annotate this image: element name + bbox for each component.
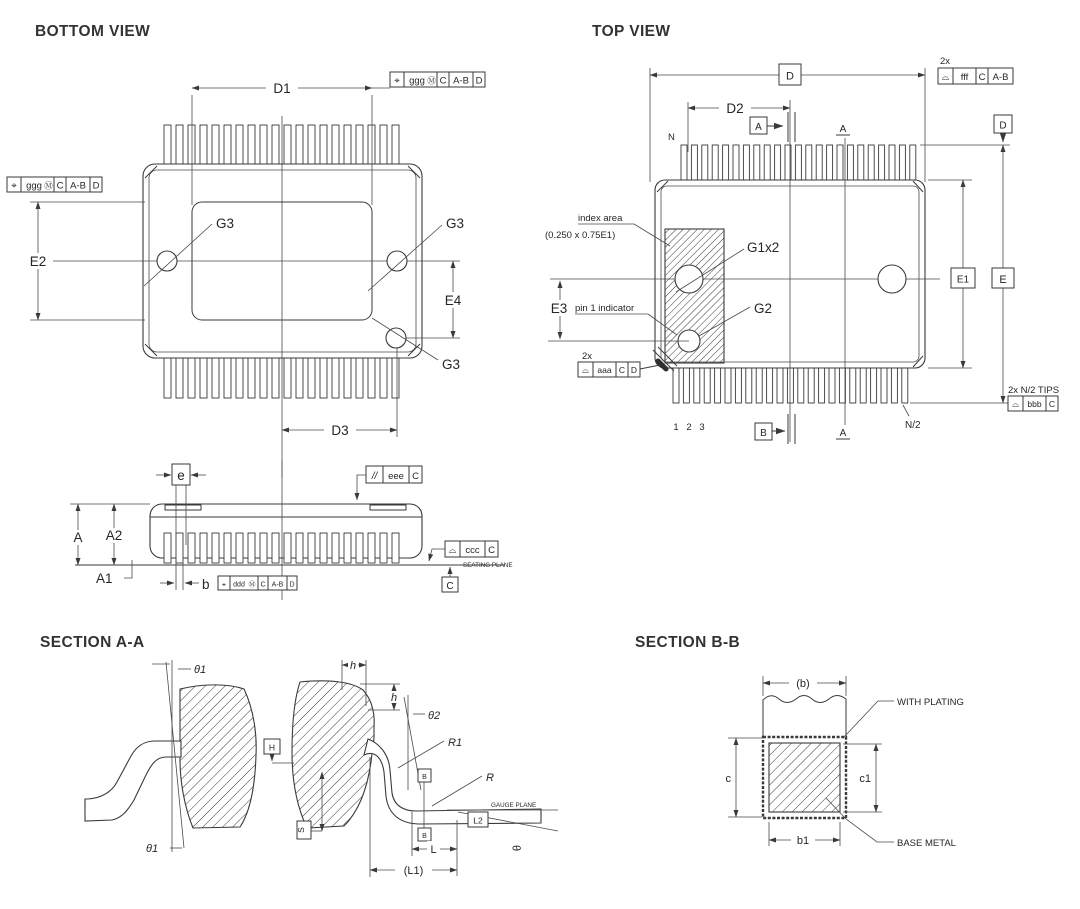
pin <box>236 533 243 563</box>
g3-label-bottom: G3 <box>442 357 461 372</box>
l2-label: L2 <box>473 815 483 826</box>
pin <box>272 533 279 563</box>
datum-b-small-top <box>418 769 431 782</box>
aaa-tolerance: aaa <box>597 365 612 375</box>
top-view <box>545 56 1059 444</box>
ggg-datum2: A-B <box>453 75 469 87</box>
position-icon: ⌖ <box>394 75 400 87</box>
pin <box>284 357 291 398</box>
ggg-datum2: A-B <box>70 180 86 192</box>
pin <box>320 533 327 563</box>
h-label: h <box>349 660 357 672</box>
pin <box>860 367 866 403</box>
pin <box>702 145 708 181</box>
pin <box>756 367 762 403</box>
pin <box>308 125 315 165</box>
profile-icon: ⌓ <box>448 545 457 556</box>
d2-label: D2 <box>726 101 744 116</box>
l-label: L <box>430 844 437 856</box>
pin <box>392 533 399 563</box>
pin <box>212 125 219 165</box>
mmc-icon: Ⓜ <box>427 76 436 87</box>
e3-label: E3 <box>550 301 568 316</box>
bottom-view-title: BOTTOM VIEW <box>35 23 151 40</box>
pin <box>344 125 351 165</box>
datum-c-label: C <box>446 581 454 592</box>
dim-b1 <box>769 822 840 847</box>
pin <box>332 125 339 165</box>
profile-icon: ⌓ <box>1012 400 1019 410</box>
ddd-datum1: C <box>260 581 266 589</box>
pin <box>767 367 773 403</box>
datum-b-box <box>755 414 795 444</box>
lead-cross-section-right <box>364 739 541 824</box>
eee-tolerance: eee <box>388 471 404 482</box>
lead-cross-section-left <box>85 741 181 821</box>
gauge-plane-label: GAUGE PLANE <box>491 802 537 809</box>
r-label: R <box>486 772 494 784</box>
pin <box>332 533 339 563</box>
pin <box>764 145 770 181</box>
pin <box>816 145 822 181</box>
fcf-profile-aaa <box>578 362 660 377</box>
datum-s-label: S <box>296 827 306 833</box>
position-icon: ⌖ <box>222 580 226 589</box>
pin <box>704 367 710 403</box>
b-paren-label: (b) <box>796 678 810 690</box>
pin <box>858 145 864 181</box>
theta1-bottom-label: θ1 <box>146 843 159 855</box>
pin <box>248 533 255 563</box>
aaa-qty-label: 2x <box>582 351 593 362</box>
top-view-top-pin-row <box>681 145 916 181</box>
fff-tolerance: fff <box>960 72 969 83</box>
pin <box>723 145 729 181</box>
bottom-view-top-pin-row <box>164 125 399 165</box>
section-a-bottom-label: A <box>839 428 847 439</box>
pin <box>735 367 741 403</box>
bottom-view-bottom-pin-row <box>164 357 399 398</box>
section-bb <box>726 675 964 849</box>
ddd-datum2: A-B <box>271 581 284 589</box>
pin <box>795 145 801 181</box>
pin <box>248 125 255 165</box>
theta2-label: θ2 <box>428 710 441 722</box>
pin <box>296 125 303 165</box>
pin <box>296 533 303 563</box>
pin <box>798 367 804 403</box>
ddd-datum3: D <box>289 581 295 589</box>
base-metal-label: BASE METAL <box>897 838 956 849</box>
dim-b-paren <box>763 675 846 696</box>
fcf-position-ddd <box>218 576 297 590</box>
fcf-position-ggg-left <box>7 177 102 192</box>
theta1-top-label: θ1 <box>194 664 207 676</box>
datum-b-label: B <box>760 428 767 439</box>
pin <box>320 357 327 398</box>
pin <box>777 367 783 403</box>
pin <box>188 357 195 398</box>
c1-label: c1 <box>859 773 871 785</box>
pin <box>272 125 279 165</box>
pin <box>681 145 687 181</box>
datum-d-box <box>994 115 1012 142</box>
mmc-icon: Ⓜ <box>248 580 256 589</box>
fcf-position-ggg-top <box>390 72 485 87</box>
fcf-profile-ccc <box>429 541 498 561</box>
datum-a-label: A <box>755 122 762 133</box>
d-label: D <box>786 70 794 83</box>
lead-upper-break <box>763 696 846 738</box>
pin <box>819 367 825 403</box>
index-hole-upper <box>675 265 703 293</box>
pin-number-3: 3 <box>699 422 705 433</box>
position-icon: ⌖ <box>11 180 17 192</box>
pin <box>827 145 833 181</box>
pin <box>188 533 195 563</box>
pin <box>691 145 697 181</box>
fff-qty-label: 2x <box>940 56 951 67</box>
top-view-bottom-pin-row <box>673 367 908 403</box>
pin <box>712 145 718 181</box>
r1-label: R1 <box>448 737 463 749</box>
b-label: b <box>202 577 210 592</box>
ccc-datum1: C <box>488 545 495 556</box>
pin-number-2: 2 <box>686 422 692 433</box>
a2-label: A2 <box>105 528 123 543</box>
theta-label: θ <box>509 843 523 853</box>
pin <box>224 125 231 165</box>
pin <box>775 145 781 181</box>
d3-label: D3 <box>331 423 349 438</box>
ggg-datum1: C <box>56 180 64 192</box>
mmc-icon: Ⓜ <box>44 181 53 192</box>
pin <box>733 145 739 181</box>
a-label: A <box>73 530 83 545</box>
index-area-size-note: (0.250 x 0.75E1) <box>545 230 616 241</box>
e1-label: E1 <box>956 274 970 286</box>
e-pitch-label: e <box>177 468 185 483</box>
pin <box>910 145 916 181</box>
pin1-indicator-note: pin 1 indicator <box>575 303 635 314</box>
pin <box>694 367 700 403</box>
pin <box>683 367 689 403</box>
pin <box>236 125 243 165</box>
pin <box>899 145 905 181</box>
pin <box>296 357 303 398</box>
profile-icon: ⌓ <box>941 72 950 83</box>
aaa-datum2: D <box>630 365 638 375</box>
pin <box>891 367 897 403</box>
pin <box>320 125 327 165</box>
pin <box>164 125 171 165</box>
dim-e1 <box>928 180 975 368</box>
ddd-tolerance: ddd <box>233 581 245 589</box>
n2-label: N/2 <box>905 420 921 431</box>
aaa-datum1: C <box>618 365 626 375</box>
c-label: c <box>725 773 731 785</box>
pin <box>356 125 363 165</box>
pin <box>164 357 171 398</box>
fff-datum1: C <box>978 72 986 83</box>
pin <box>847 145 853 181</box>
g3-label-left: G3 <box>216 216 235 231</box>
parallelism-icon: // <box>371 471 378 482</box>
datum-h-box <box>264 739 280 754</box>
section-aa-title: SECTION A-A <box>40 634 145 651</box>
e4-label: E4 <box>444 293 462 308</box>
seating-plane-label: SEATING PLANE <box>463 562 513 569</box>
pin <box>356 357 363 398</box>
bottom-view <box>7 72 485 478</box>
ggg-datum1: C <box>439 75 447 87</box>
ggg-datum3: D <box>475 75 483 87</box>
pin <box>837 145 843 181</box>
thermal-hole-right <box>387 251 407 271</box>
section-aa <box>85 658 558 877</box>
tips-note: 2x N/2 TIPS <box>1008 385 1060 396</box>
side-view <box>69 460 513 600</box>
e-label: E <box>999 274 1007 286</box>
eee-datum1: C <box>412 471 419 482</box>
pin <box>889 145 895 181</box>
body-cross-section-right <box>292 681 374 828</box>
datum-b-label: B <box>422 774 427 781</box>
b1-label: b1 <box>796 835 810 847</box>
pin <box>839 367 845 403</box>
fcf-profile-bbb <box>1008 396 1058 411</box>
profile-icon: ⌓ <box>582 366 589 376</box>
pin <box>746 367 752 403</box>
pin <box>248 357 255 398</box>
pin <box>332 357 339 398</box>
pin <box>806 145 812 181</box>
pin <box>176 125 183 165</box>
pin <box>868 145 874 181</box>
pin <box>392 357 399 398</box>
fff-datum2: A-B <box>992 72 1009 83</box>
l1-label: (L1) <box>403 865 424 877</box>
datum-h-label: H <box>268 742 276 753</box>
fcf-parallelism-eee <box>357 466 422 500</box>
pin <box>212 533 219 563</box>
body-cross-section-left <box>180 685 256 828</box>
dim-c1 <box>843 744 882 812</box>
pin-number-1: 1 <box>673 422 679 433</box>
g1x2-label: G1x2 <box>747 240 780 255</box>
pin <box>850 367 856 403</box>
pin <box>272 357 279 398</box>
pin <box>176 533 183 563</box>
thermal-hole-left <box>157 251 177 271</box>
pin <box>344 357 351 398</box>
section-a-top-label: A <box>839 124 847 135</box>
n-label: N <box>668 132 675 143</box>
pin <box>284 125 291 165</box>
ccc-tolerance: ccc <box>465 545 480 556</box>
pin <box>212 357 219 398</box>
pin <box>368 533 375 563</box>
pin <box>368 357 375 398</box>
ggg-tolerance: ggg <box>26 180 42 192</box>
pin <box>725 367 731 403</box>
datum-b-small-bottom <box>418 828 431 841</box>
index-area-note: index area <box>578 213 623 224</box>
a1-label: A1 <box>96 571 113 586</box>
pin <box>260 125 267 165</box>
pin <box>188 125 195 165</box>
fcf-profile-fff <box>938 68 1013 84</box>
pin <box>808 367 814 403</box>
g2-label: G2 <box>754 301 773 316</box>
datum-d-label: D <box>999 120 1007 132</box>
pin <box>368 125 375 165</box>
pin <box>308 357 315 398</box>
pin <box>902 367 908 403</box>
pin <box>380 533 387 563</box>
pin <box>754 145 760 181</box>
pin <box>164 533 171 563</box>
section-bb-title: SECTION B-B <box>635 634 741 651</box>
pin <box>308 533 315 563</box>
pin <box>881 367 887 403</box>
pin <box>260 533 267 563</box>
pin <box>200 357 207 398</box>
pin <box>392 125 399 165</box>
dim-l2-box <box>468 812 488 827</box>
pin <box>879 145 885 181</box>
pin <box>224 357 231 398</box>
pin <box>344 533 351 563</box>
d1-label: D1 <box>273 81 291 96</box>
dim-c <box>726 738 763 817</box>
pin <box>673 367 679 403</box>
datum-s-box <box>296 821 311 839</box>
e2-label: E2 <box>29 254 47 269</box>
pin <box>236 357 243 398</box>
pin <box>176 357 183 398</box>
pin <box>356 533 363 563</box>
right-hole <box>878 265 906 293</box>
pin <box>871 367 877 403</box>
pin <box>284 533 291 563</box>
pin <box>200 125 207 165</box>
pin <box>829 367 835 403</box>
datum-c-box <box>442 577 458 592</box>
datum-b-label: B <box>422 833 427 840</box>
pin <box>260 357 267 398</box>
pin <box>715 367 721 403</box>
bbb-tolerance: bbb <box>1027 399 1042 409</box>
ggg-datum3: D <box>92 180 100 192</box>
datum-a-box <box>750 112 795 142</box>
with-plating-label: WITH PLATING <box>897 697 964 708</box>
bbb-datum1: C <box>1048 399 1056 409</box>
h-label: h <box>390 692 398 704</box>
pin <box>787 367 793 403</box>
pin <box>380 357 387 398</box>
pin <box>743 145 749 181</box>
pin <box>200 533 207 563</box>
top-view-title: TOP VIEW <box>592 23 671 40</box>
pin <box>380 125 387 165</box>
g3-label-right: G3 <box>446 216 465 231</box>
ggg-tolerance: ggg <box>409 75 425 87</box>
pin <box>224 533 231 563</box>
